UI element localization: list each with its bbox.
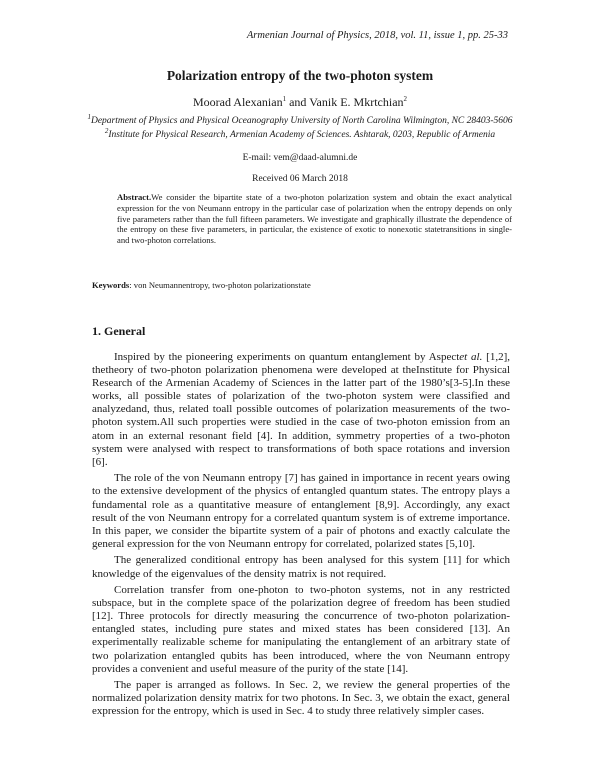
affiliation-marker: 2 (403, 95, 408, 103)
author-name: Moorad Alexanian (192, 95, 283, 109)
affiliation (0, 112, 600, 126)
author-name: Vanik E. Mkrtchian (309, 95, 404, 109)
affiliation (0, 126, 600, 140)
paragraph-text: The paper is arranged as follows. In Sec. 2, we review the general properties of the normalized polarization density matrix for two photons. In Sec. 3, we obtain the exact, general expression for the entropy, which is used in Sec. 4 to study three relatively simpler cases. (92, 679, 510, 718)
keywords-label: Keywords (92, 280, 130, 290)
paragraph (92, 679, 510, 718)
paragraph-text: [1,2], thetheory of two-photon polarization phenomena were developed at theInstitute for Physical Research of the Armenian Academy of Sciences in the latter part of the 1980’s[3-5].In these works, all possible states of polarization of the two-photon system were classified and analyzedand, thus, related toall possible outcomes of polarization measurements of the two-photon system.All such properties were studied in the case of two-photon emission from an atom in an external resonant field [4]. In addition, symmetry properties of a two-photon system were analysed with respect to transformations of both space rotations and inversion [6]. (92, 351, 510, 468)
author-line (0, 95, 600, 110)
paragraph (92, 351, 510, 469)
author-separator: and (286, 95, 310, 109)
paragraph-emphasis: et al. (459, 351, 483, 363)
paragraph-text: Inspired by the pioneering experiments on quantum entanglement by Aspect (114, 351, 460, 363)
paragraph (92, 584, 510, 676)
contact-email: E-mail: vem@daad-alumni.de (242, 153, 358, 163)
paragraph-text: Correlation transfer from one-photon to two-photon systems, not in any restricted subspace, but in the complete space of the polarization degree of freedom has been studied [12]. Three protocols for directly measuring the concurrence of two-photon polarization-entangled states, including pure states and mixed states has been considered [13]. An experimentally realizable scheme for manipulating the entanglement of an arbitrary state of two polarization entangled qubits has been introduced, where the von Neumann entropy provides a convenient and useful measure of the purity of the state [14]. (92, 584, 510, 675)
abstract (117, 192, 512, 246)
affiliation-marker: 1 (87, 112, 91, 121)
keywords-text: : von Neumannentropy, two-photon polarizationstate (129, 280, 311, 290)
body-text (92, 351, 510, 722)
abstract-label: Abstract. (117, 192, 152, 202)
abstract-text: We consider the bipartite state of a two-photon polarization system and obtain the exact analytical expression for the von Neumann entropy in the particular case of polarization when the entropy depends on only five parameters rather than the full fifteen parameters. We investigate and graphically illustrate the dependence of the entropy on these five parameters, in particular, the existence of exotic to nonexotic statetransitions in single- and two-photon correlations. (117, 192, 512, 246)
paragraph (92, 554, 510, 580)
affiliation-text: Department of Physics and Physical Oceanography University of North Carolina Wilmington, NC 28403-5606 (90, 116, 513, 126)
received-date: Received 06 March 2018 (252, 174, 348, 184)
affiliation-marker: 1 (282, 95, 287, 103)
paragraph (92, 472, 510, 551)
affiliation-text: Institute for Physical Research, Armenian Academy of Sciences. Ashtarak, 0203, Republic of Armenia (108, 130, 496, 140)
affiliation-marker: 2 (104, 126, 109, 135)
paper-title: Polarization entropy of the two-photon system (166, 68, 434, 83)
journal-reference: Armenian Journal of Physics, 2018, vol. 11, issue 1, pp. 25-33 (246, 30, 508, 41)
keywords (92, 280, 311, 290)
paragraph-text: The generalized conditional entropy has been analysed for this system [11] for which knowledge of the eigenvalues of the density matrix is not required. (92, 554, 510, 580)
paragraph-text: The role of the von Neumann entropy [7] has gained in importance in recent years owing to the extensive development of the physics of entangled quantum states. The entropy plays a fundamental role as a quantitative measure of entanglement [8,9]. Accordingly, any exact result of the von Neumann entropy for a correlated quantum system is of extreme importance. In this paper, we consider the bipartite system of a pair of photons and exactly calculate the general expression for the von Neumann entropy for correlated, polarized states [5,10]. (92, 472, 510, 550)
section-heading: 1. General (92, 324, 146, 338)
